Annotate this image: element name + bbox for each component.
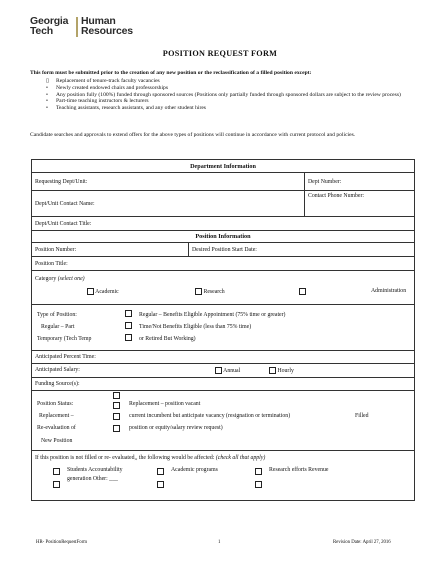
affected-intro: If this position is not filled or re- evaluated,, the following would be affected: (check all that apply): [35, 454, 266, 461]
type-option-regular: Regular – Benefits Eligible Appointment (75% time or greater): [139, 311, 286, 318]
annual-option[interactable]: Annual: [215, 367, 240, 374]
affected-academic-label: Academic programs: [171, 466, 218, 473]
position-status-row: [32, 391, 415, 451]
position-title-field[interactable]: Position Title:: [32, 257, 415, 271]
status-label: Position Status:: [37, 400, 74, 407]
logo-georgia-tech: Georgia Tech: [30, 15, 69, 37]
students-checkbox[interactable]: [53, 468, 60, 475]
status-reeval-label: Re-evaluation of: [37, 424, 76, 431]
form-title: POSITION REQUEST FORM: [162, 49, 278, 58]
reevaluation-checkbox[interactable]: [113, 425, 120, 432]
research-checkbox[interactable]: [195, 288, 202, 295]
contact-name-field[interactable]: Dept/Unit Contact Name:: [32, 191, 305, 217]
revenue-checkbox[interactable]: [255, 481, 262, 488]
hourly-option[interactable]: Hourly: [269, 367, 294, 374]
exception-list: [46, 78, 416, 112]
status-new-label: New Position: [41, 437, 73, 444]
status-filled-label: Filled: [355, 412, 369, 419]
bullet-icon: •: [46, 98, 48, 105]
part-time-checkbox[interactable]: [125, 322, 132, 329]
status-option-incumbent: current incumbent but anticipate vacancy (resignation or termination): [129, 412, 291, 419]
list-item: • Newly created endowed chairs and professorships: [46, 84, 168, 91]
affected-research-label: Research efforts Revenue: [269, 466, 329, 473]
hourly-checkbox[interactable]: [269, 367, 276, 374]
category-row: [32, 271, 415, 305]
status-checkbox-top[interactable]: [113, 392, 120, 399]
bullet-icon: •: [46, 84, 48, 91]
salary-row: [32, 364, 415, 378]
affected-students-label: Students Accountability: [67, 466, 123, 473]
accountability-checkbox[interactable]: [53, 481, 60, 488]
regular-benefits-checkbox[interactable]: [125, 310, 132, 317]
percent-time-field[interactable]: Anticipated Percent Time:: [32, 351, 415, 364]
category-administration-label: Administration: [371, 287, 407, 294]
category-hint: (select one): [57, 275, 85, 282]
footer-revision-date: Revision Date: April 27, 2016: [333, 540, 391, 545]
dept-section-header: Department Information: [32, 160, 415, 173]
status-option-review: position or equity/salary review request): [129, 424, 223, 431]
category-research-option[interactable]: Research: [195, 288, 225, 295]
administration-checkbox-wrap[interactable]: [299, 288, 306, 295]
bullet-icon: •: [46, 105, 48, 112]
list-item: ▯ Replacement of tenure-track faculty vacancies: [46, 78, 160, 84]
list-item: • Any position fully (100%) funded through sponsored sources (Positions only partially funded through sponsored dollars are subject to the review process): [46, 91, 401, 98]
intro-text: This form must be submitted prior to the creation of any new position or the reclassification of a filled position except:: [30, 70, 312, 76]
status-option-vacant: Replacement – position vacant: [129, 400, 201, 407]
type-label: Type of Position:: [37, 311, 77, 318]
type-of-position-row: [32, 305, 415, 351]
box-bullet-icon: ▯: [46, 78, 50, 84]
list-item: • Part-time teaching instructors & lecturers: [46, 98, 149, 105]
affected-hint: (check all that apply): [215, 454, 266, 461]
funding-source-field[interactable]: Funding Source(s):: [32, 378, 415, 391]
administration-checkbox[interactable]: [299, 288, 306, 295]
footer-page-number: 1: [218, 540, 221, 545]
category-academic-option[interactable]: Academic: [87, 288, 119, 295]
academic-checkbox[interactable]: [87, 288, 94, 295]
position-section-header: Position Information: [32, 231, 415, 243]
category-label: Category: [35, 275, 57, 282]
candidate-note: Candidate searches and approvals to extend offers for the above types of positions will continue in accordance with current protocol and policies.: [30, 132, 356, 138]
list-item: • Teaching assistants, research assistants, and any other student hires: [46, 105, 206, 112]
status-replacement-label: Replacement –: [39, 412, 74, 419]
temporary-checkbox[interactable]: [125, 334, 132, 341]
bullet-icon: •: [46, 91, 48, 98]
affected-generation-label: generation Other: ___: [67, 475, 118, 482]
salary-label[interactable]: Anticipated Salary:: [35, 366, 80, 373]
contact-phone-field[interactable]: Contact Phone Number:: [305, 191, 415, 217]
position-number-field[interactable]: Position Number:: [32, 243, 189, 257]
contact-title-field[interactable]: Dept/Unit Contact Title:: [32, 217, 415, 231]
other-checkbox[interactable]: [157, 481, 164, 488]
annual-checkbox[interactable]: [215, 367, 222, 374]
type-regular-part-label: Regular – Part: [41, 323, 75, 330]
type-option-temp: or Retired But Working): [139, 335, 196, 342]
footer-form-id: HR- PositionRequestForm: [36, 540, 88, 545]
replacement-vacant-checkbox[interactable]: [113, 402, 120, 409]
logo-human-resources: Human Resources: [81, 15, 133, 37]
research-efforts-checkbox[interactable]: [255, 468, 262, 475]
academic-programs-checkbox[interactable]: [157, 468, 164, 475]
dept-number-field[interactable]: Dept Number:: [305, 173, 415, 191]
position-request-table: [31, 159, 415, 501]
type-option-part: Time/Not Benefits Eligible (less than 75% time): [139, 323, 252, 330]
logo-divider: [76, 17, 78, 37]
start-date-field[interactable]: Desired Position Start Date:: [189, 243, 415, 257]
type-temporary-label: Temporary (Tech Temp: [37, 335, 92, 342]
affected-row: [32, 451, 415, 501]
georgia-tech-hr-logo: [30, 16, 160, 42]
replacement-incumbent-checkbox[interactable]: [113, 413, 120, 420]
requesting-dept-field[interactable]: Requesting Dept/Unit:: [32, 173, 305, 191]
